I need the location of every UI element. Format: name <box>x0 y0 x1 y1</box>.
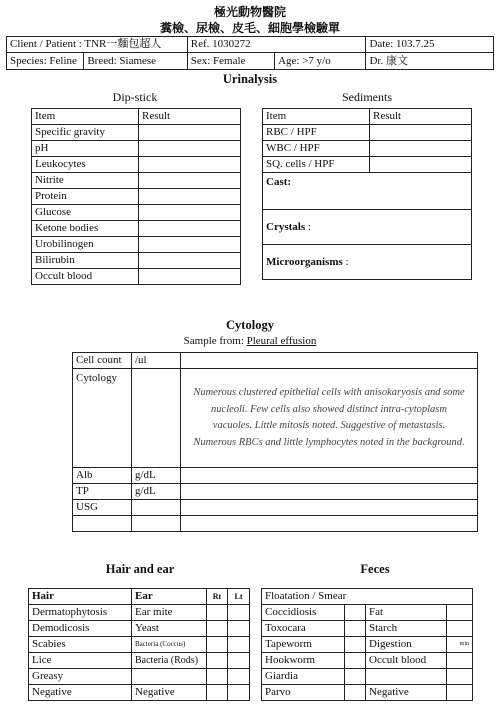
sex-value: Female <box>213 54 246 67</box>
feces-left-result <box>345 685 366 701</box>
feces-right-item: Starch <box>366 621 447 637</box>
sample-label: Sample from: <box>183 335 244 347</box>
usg-label: USG <box>73 500 132 516</box>
dipstick-result <box>139 253 241 269</box>
rt-result <box>207 685 228 701</box>
feces-right-result <box>447 685 473 701</box>
lt-result <box>228 653 250 669</box>
dipstick-header-item: Item <box>32 109 139 125</box>
usg-result <box>181 500 478 516</box>
ref-label: Ref. <box>190 38 210 50</box>
rt-result <box>207 605 228 621</box>
table-row <box>32 141 241 157</box>
cytology-table <box>72 352 478 532</box>
hair-item: Greasy <box>29 669 132 685</box>
species-cell <box>7 53 84 70</box>
feces-left-item: Parvo <box>262 685 345 701</box>
report-title: 糞檢、尿檢、皮毛、細胞學檢驗單 <box>159 21 340 35</box>
age-cell <box>275 53 366 70</box>
feces-right-result <box>447 605 473 621</box>
sex-cell <box>187 53 274 70</box>
feces-right-item: Occult blood <box>366 653 447 669</box>
ear-item: Bacteria (Coccus) <box>132 637 207 653</box>
dipstick-result <box>139 205 241 221</box>
table-row <box>29 653 250 669</box>
feces-right-result <box>447 669 473 685</box>
sex-label: Sex: <box>190 54 211 67</box>
ref-value: 1030272 <box>212 38 251 50</box>
dipstick-item: Ketone bodies <box>32 221 139 237</box>
dipstick-table <box>31 108 241 285</box>
table-row <box>262 621 473 637</box>
table-row <box>263 125 472 141</box>
dipstick-item: Occult blood <box>32 269 139 285</box>
tp-unit: g/dL <box>132 484 181 500</box>
cytology-blank <box>73 516 132 532</box>
feces-right-item <box>366 669 447 685</box>
sediments-table <box>262 108 472 280</box>
hair-item: Negative <box>29 685 132 701</box>
sediments-item: RBC / HPF <box>263 125 370 141</box>
crystals-label: Crystals <box>266 220 306 233</box>
table-row <box>262 637 473 653</box>
table-row <box>262 685 473 701</box>
dipstick-item: Specific gravity <box>32 125 139 141</box>
dipstick-result <box>139 237 241 253</box>
table-row <box>32 125 241 141</box>
dipstick-result <box>139 189 241 205</box>
table-row <box>32 189 241 205</box>
ear-item: Negative <box>132 685 207 701</box>
dipstick-result <box>139 125 241 141</box>
hair-item: Scabies <box>29 637 132 653</box>
cytology-unit <box>132 369 181 468</box>
hair-ear-table <box>28 588 250 701</box>
species-label: Species: <box>10 54 47 67</box>
hospital-name: 極光動物醫院 <box>213 5 286 19</box>
sediments-item: WBC / HPF <box>263 141 370 157</box>
sediments-item: SQ. cells / HPF <box>263 157 370 173</box>
table-row <box>263 157 472 173</box>
cytology-title: Cytology <box>226 318 274 332</box>
digestion-unit: min <box>447 637 473 653</box>
sample-value: Pleural effusion <box>246 335 317 347</box>
hair-ear-title: Hair and ear <box>105 562 175 576</box>
ear-header: Ear <box>132 589 207 605</box>
feces-title: Feces <box>360 562 390 576</box>
dipstick-item: Glucose <box>32 205 139 221</box>
lt-result <box>228 669 250 685</box>
cell-count-result <box>181 353 478 369</box>
table-row <box>32 205 241 221</box>
feces-header: Floatation / Smear <box>262 589 473 605</box>
rt-result <box>207 637 228 653</box>
date-value: 103.7.25 <box>396 38 435 50</box>
date-label: Date: <box>369 38 394 50</box>
feces-right-result <box>447 653 473 669</box>
dipstick-result <box>139 141 241 157</box>
table-row <box>29 669 250 685</box>
alb-unit: g/dL <box>132 468 181 484</box>
table-row <box>263 141 472 157</box>
table-row <box>32 253 241 269</box>
dipstick-result <box>139 221 241 237</box>
feces-left-result <box>345 653 366 669</box>
dipstick-result <box>139 269 241 285</box>
ear-item: Yeast <box>132 621 207 637</box>
usg-unit <box>132 500 181 516</box>
cytology-blank <box>132 516 181 532</box>
lt-result <box>228 637 250 653</box>
dipstick-item: Urobilinogen <box>32 237 139 253</box>
breed-label: Breed: <box>87 54 117 67</box>
dr-cell <box>366 53 494 70</box>
sample-line <box>0 335 500 347</box>
table-row <box>29 621 250 637</box>
ear-item: Bacteria (Rods) <box>132 653 207 669</box>
dipstick-title: Dip-stick <box>112 90 158 104</box>
dipstick-header-result: Result <box>139 109 241 125</box>
rt-header: Rt <box>207 589 228 605</box>
ear-item: Ear mite <box>132 605 207 621</box>
age-value: >7 y/o <box>302 54 331 67</box>
sediments-header-item: Item <box>263 109 370 125</box>
dipstick-item: Protein <box>32 189 139 205</box>
hair-item: Demodicosis <box>29 621 132 637</box>
dipstick-item: pH <box>32 141 139 157</box>
lt-result <box>228 605 250 621</box>
table-row <box>29 605 250 621</box>
table-row <box>32 157 241 173</box>
table-row <box>32 221 241 237</box>
species-value: Feline <box>49 54 77 67</box>
feces-left-item: Tapeworm <box>262 637 345 653</box>
dipstick-item: Nitrite <box>32 173 139 189</box>
hair-header: Hair <box>29 589 132 605</box>
sediments-header-result: Result <box>370 109 472 125</box>
table-row <box>29 685 250 701</box>
patient-info-table <box>6 36 494 70</box>
rt-result <box>207 621 228 637</box>
cytology-result: Numerous clustered epithelial cells with anisokaryosis and some nucleoli. Few cells also showed distinct intra-cytoplasm vacuoles. Little mitosis noted. Suggestive of metastasis. Numerous RBCs and little lymphocytes noted in the background. <box>181 369 478 468</box>
age-label: Age: <box>278 54 300 67</box>
feces-table <box>261 588 473 701</box>
microorganisms-cell: Microorganisms : <box>263 245 472 280</box>
date-cell <box>366 37 494 53</box>
dr-value: 康文 <box>385 54 408 67</box>
cytology-blank <box>181 516 478 532</box>
rt-result <box>207 653 228 669</box>
dipstick-result <box>139 157 241 173</box>
rt-result <box>207 669 228 685</box>
breed-value: Siamese <box>119 54 157 67</box>
ear-item <box>132 669 207 685</box>
crystals-cell: Crystals : <box>263 210 472 245</box>
client-value: TNR一麵包超人 <box>84 38 162 50</box>
feces-left-item: Coccidiosis <box>262 605 345 621</box>
lt-result <box>228 685 250 701</box>
sediments-result <box>370 157 472 173</box>
tp-label: TP <box>73 484 132 500</box>
microorganisms-label: Microorganisms <box>266 255 343 268</box>
cast-label: Cast: <box>263 173 472 210</box>
dipstick-result <box>139 173 241 189</box>
table-row <box>29 637 250 653</box>
feces-left-result <box>345 637 366 653</box>
lt-result <box>228 621 250 637</box>
table-row <box>32 269 241 285</box>
hair-item: Lice <box>29 653 132 669</box>
feces-left-result <box>345 669 366 685</box>
sediments-result <box>370 141 472 157</box>
ref-cell <box>187 37 366 53</box>
breed-cell <box>84 53 187 70</box>
table-row <box>262 653 473 669</box>
dipstick-item: Bilirubin <box>32 253 139 269</box>
urinalysis-title: Urinalysis <box>222 72 278 86</box>
feces-right-item: Fat <box>366 605 447 621</box>
cytology-label: Cytology <box>73 369 132 468</box>
table-row <box>262 669 473 685</box>
alb-result <box>181 468 478 484</box>
cell-count-unit: /ul <box>132 353 181 369</box>
feces-left-result <box>345 605 366 621</box>
sediments-result <box>370 125 472 141</box>
cell-count-label: Cell count <box>73 353 132 369</box>
feces-left-item: Hookworm <box>262 653 345 669</box>
lt-header: Lt <box>228 589 250 605</box>
feces-right-item: Negative <box>366 685 447 701</box>
client-cell <box>7 37 188 53</box>
sediments-title: Sediments <box>342 90 392 104</box>
feces-right-result <box>447 621 473 637</box>
feces-left-item: Toxocara <box>262 621 345 637</box>
table-row <box>32 237 241 253</box>
tp-result <box>181 484 478 500</box>
table-row <box>262 605 473 621</box>
table-row <box>32 173 241 189</box>
feces-right-item: Digestion <box>366 637 447 653</box>
feces-left-item: Giardia <box>262 669 345 685</box>
alb-label: Alb <box>73 468 132 484</box>
dr-label: Dr. <box>369 55 384 67</box>
client-label: Client / Patient : <box>10 38 82 50</box>
dipstick-item: Leukocytes <box>32 157 139 173</box>
hair-item: Dermatophytosis <box>29 605 132 621</box>
feces-left-result <box>345 621 366 637</box>
